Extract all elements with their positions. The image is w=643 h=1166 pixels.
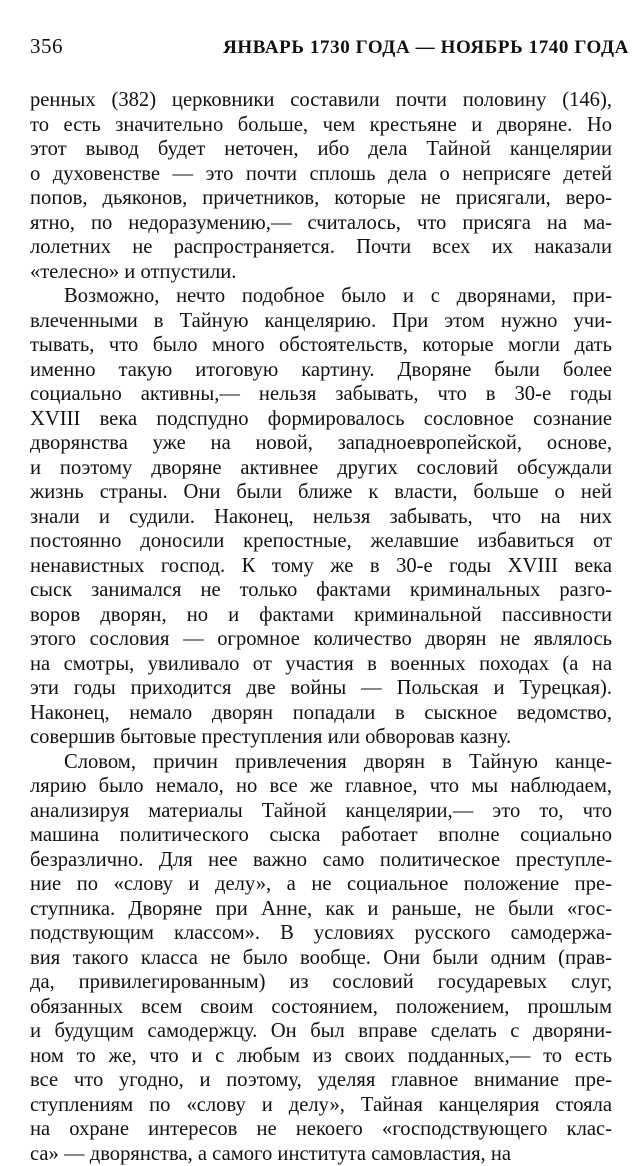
- text-line: «телесно» и отпустили.: [30, 260, 612, 285]
- text-line: постоянно доносили крепостные, желавшие избавиться от: [30, 529, 612, 554]
- text-line: и будущим самодержцу. Он был вправе сделать с дворяни-: [30, 1019, 612, 1044]
- text-line: на смотры, увиливало от участия в военных походах (а на: [30, 652, 612, 677]
- text-line: все что угодно, и поэтому, уделяя главное внимание пре-: [30, 1068, 612, 1093]
- text-line: сыск занимался не только фактами криминальных разго-: [30, 578, 612, 603]
- text-line: эти годы приходится две войны — Польская и Турецкая).: [30, 676, 612, 701]
- text-line: Возможно, нечто подобное было и с дворянами, при-: [30, 284, 612, 309]
- text-line: тывать, что было много обстоятельств, которые могли дать: [30, 333, 612, 358]
- text-line: лярию было немало, но все же главное, что мы наблюдаем,: [30, 774, 612, 799]
- text-line: знали и судили. Наконец, нельзя забывать, что на них: [30, 505, 612, 530]
- text-line: социально активны,— нельзя забывать, что в 30-е годы: [30, 382, 612, 407]
- text-line: попов, дьяконов, причетников, которые не присягали, веро-: [30, 186, 612, 211]
- paragraph: [30, 284, 612, 750]
- text-line: са» — дворянства, а самого института самовластия, на: [30, 1142, 612, 1166]
- running-header: [30, 34, 629, 64]
- text-line: XVIII века подспудно формировалось сословное сознание: [30, 407, 612, 432]
- text-line: обязанных всем своим состоянием, положением, прошлым: [30, 995, 612, 1020]
- page-number: 356: [30, 34, 63, 59]
- text-line: жизнь страны. Они были ближе к власти, больше о ней: [30, 480, 612, 505]
- text-line: машина политического сыска работает вполне социально: [30, 823, 612, 848]
- paragraph: [30, 88, 612, 284]
- text-line: ном то же, что и с любым из своих подданных,— то есть: [30, 1044, 612, 1069]
- text-line: совершив бытовые преступления или обворовав казну.: [30, 725, 612, 750]
- text-line: да, привилегированным) из сословий государевых слуг,: [30, 970, 612, 995]
- text-line: и поэтому дворяне активнее других сословий обсуждали: [30, 456, 612, 481]
- text-line: о духовенстве — это почти сплошь дела о неприсяге детей: [30, 162, 612, 187]
- text-line: этого сословия — огромное количество дворян не являлось: [30, 627, 612, 652]
- text-line: подствующим классом». В условиях русского самодержа-: [30, 921, 612, 946]
- paragraph: [30, 750, 612, 1166]
- text-line: ступника. Дворяне при Анне, как и раньше, не были «гос-: [30, 897, 612, 922]
- text-line: дворянства уже на новой, западноевропейской, основе,: [30, 431, 612, 456]
- text-line: то есть значительно больше, чем крестьяне и дворяне. Но: [30, 113, 612, 138]
- text-line: именно такую итоговую картину. Дворяне были более: [30, 358, 612, 383]
- text-line: воров дворян, но и фактами криминальной пассивности: [30, 603, 612, 628]
- text-line: вия такого класса не было вообще. Они были одним (прав-: [30, 946, 612, 971]
- text-line: этот вывод будет неточен, ибо дела Тайной канцелярии: [30, 137, 612, 162]
- text-line: лолетних не распространяется. Почти всех их наказали: [30, 235, 612, 260]
- text-line: ние по «слову и делу», а не социальное положение пре-: [30, 872, 612, 897]
- running-title: ЯНВАРЬ 1730 ГОДА — НОЯБРЬ 1740 ГОДА: [223, 37, 629, 59]
- text-line: безразлично. Для нее важно само политическое преступле-: [30, 848, 612, 873]
- body-text: [30, 88, 612, 1166]
- text-line: на охране интересов не некоего «господствующего клас-: [30, 1117, 612, 1142]
- text-line: ренных (382) церковники составили почти половину (146),: [30, 88, 612, 113]
- text-line: Словом, причин привлечения дворян в Тайную канце-: [30, 750, 612, 775]
- text-line: ятно, по недоразумению,— считалось, что присяга на ма-: [30, 211, 612, 236]
- text-line: анализируя материалы Тайной канцелярии,— это то, что: [30, 799, 612, 824]
- text-line: Наконец, немало дворян попадали в сыскное ведомство,: [30, 701, 612, 726]
- text-line: влеченными в Тайную канцелярию. При этом нужно учи-: [30, 309, 612, 334]
- text-line: ненавистных господ. К тому же в 30-е годы XVIII века: [30, 554, 612, 579]
- text-line: ступлениям по «слову и делу», Тайная канцелярия стояла: [30, 1093, 612, 1118]
